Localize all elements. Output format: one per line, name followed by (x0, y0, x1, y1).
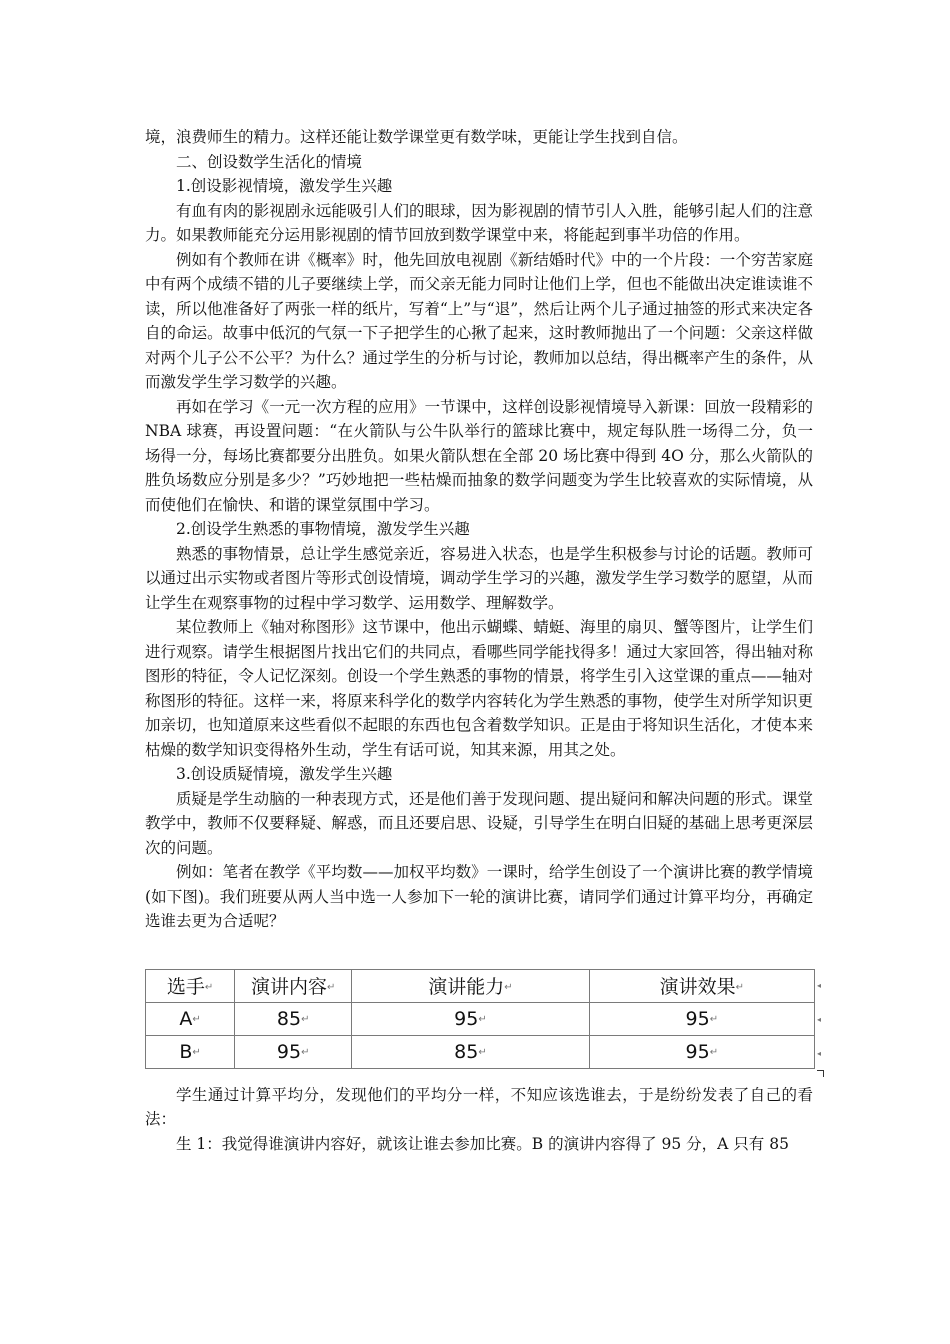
paragraph: 质疑是学生动脑的一种表现方式，还是他们善于发现问题、提出疑问和解决问题的形式。课堂教学中，教师不仅要释疑、解惑，而且还要启思、设疑，引导学生在明白旧疑的基础上思考更深层次的问题。 (145, 789, 813, 857)
table-cell: 95↵ (352, 1002, 589, 1035)
subsection-heading: 2.创设学生熟悉的事物情境，激发学生兴趣 (176, 520, 470, 538)
paragraph: 某位教师上《轴对称图形》这节课中，他出示蝴蝶、蜻蜓、海里的扇贝、蟹等图片，让学生们进行观察。请学生根据图片找出它们的共同点，看哪些同学能找得多！通过大家回答，得出轴对称图形的特征，令人记忆深刻。创设一个学生熟悉的事物的情景，将学生引入这堂课的重点——轴对称图形的特征。这样一来，将原来科学化的数学内容转化为学生熟悉的事物，使学生对所学知识更加亲切，也知道原来这些看似不起眼的东西也包含着数学知识。正是由于将知识生活化，才使本来枯燥的数学知识变得格外生动，学生有话可说，知其来源，用其之处。 (145, 618, 813, 759)
table-cell: A↵ (146, 1002, 235, 1035)
paragraph: 熟悉的事物情景，总让学生感觉亲近，容易进入状态，也是学生积极参与讨论的话题。教师可以通过出示实物或者图片等形式创设情境，调动学生学习的兴趣，激发学生学习数学的愿望，从而让学生在观察事物的过程中学习数学、运用数学、理解数学。 (145, 544, 813, 612)
table-cell: 95↵ (589, 1002, 814, 1035)
paragraph: 例如有个教师在讲《概率》时，他先回放电视剧《新结婚时代》中的一个片段：一个穷苦家庭中有两个成绩不错的儿子要继续上学，而父亲无能力同时让他们上学，但也不能做出决定谁读谁不读，所以他准备好了两张一样的纸片，写着“上”与“退”，然后让两个儿子通过抽签的形式来决定各自的命运。故事中低沉的气氛一下子把学生的心揪了起来，这时教师抛出了一个问题：父亲这样做对两个儿子公不公平？为什么？通过学生的分析与讨论，教师加以总结，得出概率产生的条件，从而激发学生学习数学的兴趣。 (145, 250, 813, 391)
table-header-cell: 演讲内容↵ (235, 969, 352, 1002)
paragraph: 境，浪费师生的精力。这样还能让数学课堂更有数学味，更能让学生找到自信。 (145, 128, 688, 146)
table-cell: 95↵ (589, 1035, 814, 1068)
table-cell: 95↵ (235, 1035, 352, 1068)
table-cell: B↵ (146, 1035, 235, 1068)
table-corner-marker (817, 1070, 824, 1077)
paragraph: 生 1：我觉得谁演讲内容好，就该让谁去参加比赛。B 的演讲内容得了 95 分，A 只有 85 (176, 1134, 789, 1153)
paragraph: 再如在学习《一元一次方程的应用》一节课中，这样创设影视情境导入新课：回放一段精彩的 NBA 球赛，再设置问题：“在火箭队与公牛队举行的篮球比赛中，规定每队胜一场得二分，负一场得一分，每场比赛都要分出胜负。如果火箭队想在全部 20 场比赛中得到 4O 分，那么火箭队的胜负场数应分别是多少？”巧妙地把一些枯燥而抽象的数学问题变为学生比较喜欢的实际情境，从而使他们在愉快、和谐的课堂氛围中学习。 (145, 397, 813, 514)
subsection-heading: 3.创设质疑情境，激发学生兴趣 (176, 765, 393, 783)
table-row (146, 1002, 815, 1035)
table-header-cell: 演讲能力↵ (352, 969, 589, 1002)
paragraph: 学生通过计算平均分，发现他们的平均分一样，不知应该选谁去，于是纷纷发表了自己的看法： (145, 1085, 813, 1128)
score-table-wrapper (145, 969, 821, 1069)
row-end-mark: ◂ (816, 1014, 821, 1024)
table-row (146, 1035, 815, 1068)
table-cell: 85↵ (352, 1035, 589, 1068)
document-page (145, 125, 821, 1156)
table-header-row (146, 969, 815, 1002)
row-end-mark: ◂ (816, 980, 821, 990)
table-header-cell: 选手↵ (146, 969, 235, 1002)
score-table (145, 969, 815, 1069)
table-header-cell: 演讲效果↵ (589, 969, 814, 1002)
section-heading: 二、创设数学生活化的情境 (176, 152, 363, 171)
paragraph: 有血有肉的影视剧永远能吸引人们的眼球，因为影视剧的情节引人入胜，能够引起人们的注意力。如果教师能充分运用影视剧的情节回放到数学课堂中来，将能起到事半功倍的作用。 (145, 201, 813, 244)
table-cell: 85↵ (235, 1002, 352, 1035)
paragraph: 例如：笔者在教学《平均数——加权平均数》一课时，给学生创设了一个演讲比赛的教学情境(如下图)。我们班要从两人当中选一人参加下一轮的演讲比赛，请同学们通过计算平均分，再确定选谁去更为合适呢？ (145, 863, 813, 930)
row-end-mark: ◂ (816, 1048, 821, 1058)
subsection-heading: 1.创设影视情境，激发学生兴趣 (176, 177, 393, 195)
